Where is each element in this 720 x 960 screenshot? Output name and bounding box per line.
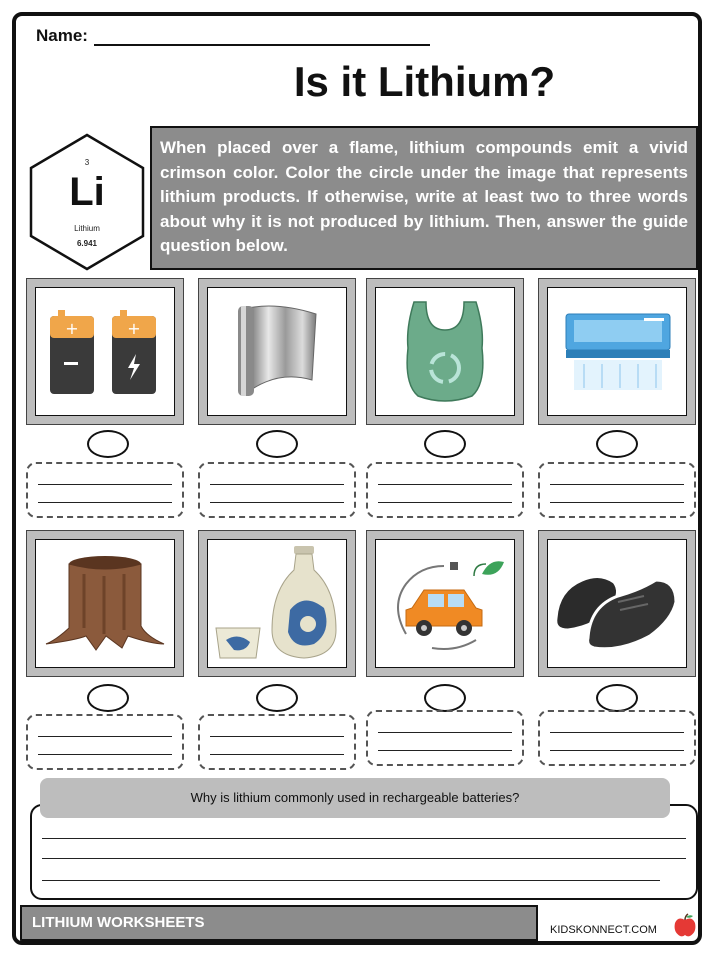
instructions-box: When placed over a flame, lithium compounds emit a vivid crimson color. Color the circle under the image that represents lithium products. If otherwise, write at least two to three words about why it is not produced by lithium. Then, answer the guide question below. [150,126,698,270]
atomic-number: 3 [84,158,90,167]
answer-circle-8[interactable] [596,684,638,712]
apple-logo-icon [672,912,698,938]
page-title: Is it Lithium? [293,58,556,105]
guide-question: Why is lithium commonly used in rechargeable batteries? [40,778,670,818]
brand-text: KIDSKONNECT.COM [550,924,657,936]
element-symbol: Li [69,170,105,214]
answer-circle-5[interactable] [87,684,129,712]
svg-text:+: + [65,319,79,338]
svg-text:+: + [127,319,141,338]
item-card-bottle [198,530,356,677]
answer-box-6[interactable] [198,714,356,770]
answer-circle-7[interactable] [424,684,466,712]
ceramic-bottle-icon [208,540,346,667]
answer-box-4[interactable] [538,462,696,518]
item-card-car [366,530,524,677]
tree-stump-icon [36,540,174,667]
element-name: Lithium [74,224,100,233]
aluminum-foil-icon [208,288,346,415]
answer-box-2[interactable] [198,462,356,518]
answer-box-8[interactable] [538,710,696,766]
item-card-battery [26,278,184,425]
air-conditioner-icon [548,288,686,415]
element-hexagon [26,132,148,272]
answer-circle-2[interactable] [256,430,298,458]
answer-circle-1[interactable] [87,430,129,458]
answer-circle-3[interactable] [424,430,466,458]
footer-label: LITHIUM WORKSHEETS [20,905,538,941]
answer-box-7[interactable] [366,710,524,766]
recyclable-bag-icon [376,288,514,415]
name-label: Name: [36,26,88,45]
name-field[interactable] [94,44,430,46]
item-card-shoes [538,530,696,677]
answer-circle-4[interactable] [596,430,638,458]
electric-car-icon [376,540,514,667]
worksheet [12,12,702,945]
item-card-foil [198,278,356,425]
answer-box-3[interactable] [366,462,524,518]
item-card-aircon [538,278,696,425]
answer-line[interactable] [42,880,660,881]
answer-circle-6[interactable] [256,684,298,712]
answer-box-1[interactable] [26,462,184,518]
battery-icon [36,288,174,415]
item-card-bag [366,278,524,425]
shoes-icon [548,540,686,667]
question-answer-box[interactable] [30,804,698,900]
answer-box-5[interactable] [26,714,184,770]
atomic-mass: 6.941 [76,239,98,248]
item-card-stump [26,530,184,677]
answer-line[interactable] [42,858,686,859]
answer-line[interactable] [42,838,686,839]
